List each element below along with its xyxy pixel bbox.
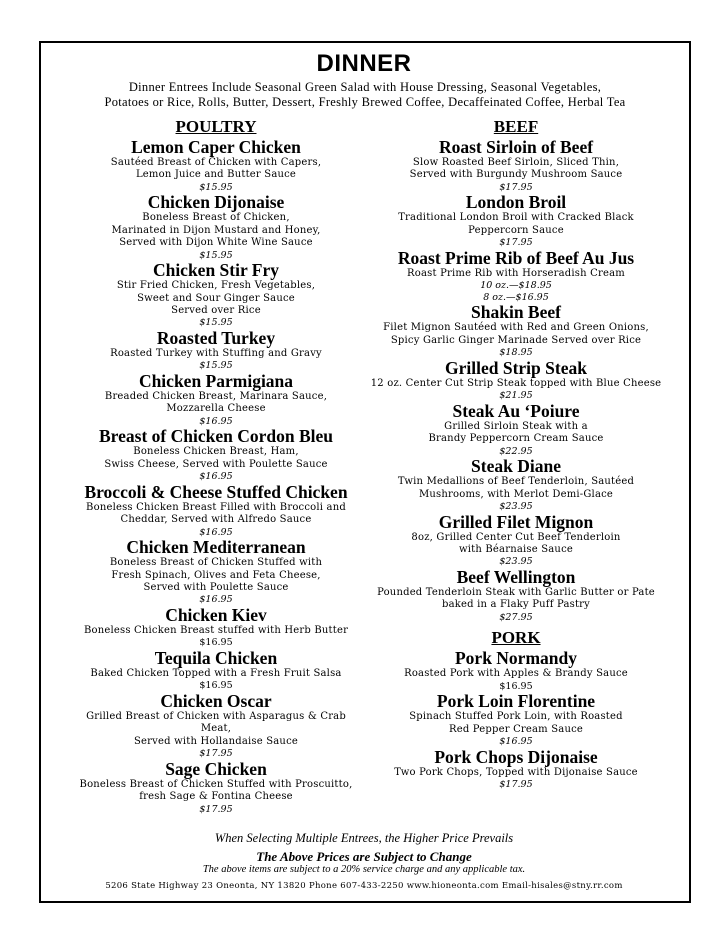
item-name: Chicken Stir Fry [152,260,280,281]
menu-section [368,627,664,790]
item-description: Two Pork Chops, Topped with Dijonaise Sauce [394,766,638,778]
menu-item [70,138,362,193]
item-name: Tequila Chicken [154,648,278,669]
item-description: Served with Dijon White Wine Sauce [119,237,313,249]
item-description: Slow Roasted Beef Sirloin, Sliced Thin, [412,157,620,168]
item-price: $16.95 [199,471,233,483]
item-description: Spicy Garlic Ginger Marinade Served over Rice [390,334,642,346]
item-price: $17.95 [499,181,533,193]
item-name: Broccoli & Cheese Stuffed Chicken [84,481,348,502]
item-description: Boneless Breast of Chicken, [142,212,290,224]
item-price: $17.95 [499,237,533,249]
item-price: $17.95 [499,779,533,791]
item-description: Served with Poulette Sauce [143,582,289,594]
item-description: Fresh Spinach, Olives and Feta Cheese, [111,569,321,581]
item-name: Roast Prime Rib of Beef Au Jus [397,247,635,268]
menu-item [70,606,362,649]
item-description: Boneless Chicken Breast stuffed with Herb Butter [83,625,349,637]
item-name: Pork Loin Florentine [436,691,596,712]
menu-item [70,649,362,692]
item-description: Marinated in Dijon Mustard and Honey, [111,224,321,236]
menu-item [70,372,362,427]
right-column [368,116,664,791]
item-price: $23.95 [499,556,533,568]
item-description: Roasted Pork with Apples & Brandy Sauce [404,668,628,680]
item-name: Steak Au ‘Poiure [452,400,580,421]
menu-item [368,402,664,457]
item-description: Twin Medallions of Beef Tenderloin, Sautéed [397,476,635,488]
item-description: Filet Mignon Sautéed with Red and Green Onions, [383,322,649,334]
item-price: 10 oz.—$18.95 [480,280,552,292]
item-description: Lemon Juice and Butter Sauce [135,169,297,181]
menu-item [70,329,362,372]
menu-item [70,261,362,329]
footer-contact: 5206 State Highway 23 Oneonta, NY 13820 Phone 607-433-2250 www.hioneonta.com Email-hisales@stny.rr.com [105,881,623,891]
menu-item [368,513,664,568]
intro-text [60,80,670,110]
item-price: $16.95 [199,415,233,427]
item-description: Peppercorn Sauce [468,224,564,236]
item-description: Roast Prime Rib with Horseradish Cream [407,267,625,279]
section-heading: PORK [491,628,541,648]
item-description: Grilled Breast of Chicken with Asparagus & Crab Meat, [86,711,346,735]
item-price: $16.95 [199,594,233,606]
left-column [70,116,362,815]
item-price: $21.95 [499,390,533,402]
item-description: Mozzarella Cheese [166,403,266,415]
menu-item [70,193,362,261]
item-price: $15.95 [199,317,233,329]
menu-item [70,427,362,482]
footer-change-note: The Above Prices are Subject to Change [256,849,472,864]
item-description: Grilled Sirloin Steak with a [444,420,588,432]
item-price: $17.95 [199,748,233,760]
item-description: 8oz, Grilled Center Cut Beef Tenderloin [411,531,621,543]
item-name: Pork Normandy [454,648,577,669]
item-name: Chicken Oscar [160,691,272,712]
menu-section [368,116,664,623]
item-price: $17.95 [199,803,233,815]
menu-section [70,116,362,815]
item-name: Chicken Mediterranean [126,537,306,558]
item-name: Pork Chops Dijonaise [434,746,598,767]
item-name: Chicken Dijonaise [147,192,285,213]
page-title: DINNER [316,50,412,77]
item-description: fresh Sage & Fontina Cheese [139,791,293,803]
menu-item [368,303,664,358]
menu-item [368,692,664,747]
menu-item [368,138,664,193]
item-price: $16.95 [199,680,233,692]
intro-line: Potatoes or Rice, Rolls, Butter, Dessert, Freshly Brewed Coffee, Decaffeinated Coffee, Herbal Tea [104,95,626,109]
section-heading: BEEF [493,117,539,136]
item-name: Steak Diane [471,456,561,477]
item-name: Lemon Caper Chicken [131,137,301,157]
menu-item [368,568,664,623]
item-description: with Béarnaise Sauce [458,544,573,556]
item-description: Breaded Chicken Breast, Marinara Sauce, [104,391,328,403]
item-description: Mushrooms, with Merlot Demi-Glace [418,488,614,500]
item-price: $15.95 [199,181,233,193]
menu-item [368,748,664,791]
item-description: Boneless Chicken Breast, Ham, [133,446,299,458]
item-description: Boneless Chicken Breast Filled with Broccoli and [86,501,346,513]
menu-item [70,692,362,760]
footer-service-charge: The above items are subject to a 20% service charge and any applicable tax. [202,864,526,875]
menu-item [368,649,664,692]
item-name: Chicken Kiev [165,605,267,626]
item-description: Cheddar, Served with Alfredo Sauce [120,514,312,526]
item-description: Stir Fried Chicken, Fresh Vegetables, [116,280,316,292]
item-description: Spinach Stuffed Pork Loin, with Roasted [409,711,623,723]
item-price: $16.95 [499,680,533,692]
item-price: $23.95 [499,501,533,513]
item-name: Shakin Beef [471,302,561,323]
item-description: Swiss Cheese, Served with Poulette Sauce [104,458,328,470]
item-description: Pounded Tenderloin Steak with Garlic Butter or Pate [377,587,655,599]
section-heading: POULTRY [175,117,257,136]
item-name: Roast Sirloin of Beef [438,137,594,157]
item-name: Beef Wellington [456,567,576,588]
item-description: Baked Chicken Topped with a Fresh Fruit Salsa [90,668,342,680]
item-price: $16.95 [199,637,233,649]
item-description: Sautéed Breast of Chicken with Capers, [110,157,322,168]
menu-item [368,249,664,304]
menu-item [70,760,362,815]
item-price: $15.95 [199,360,233,372]
item-name: Grilled Filet Mignon [438,511,594,532]
item-description: Boneless Breast of Chicken Stuffed with Proscuitto, [79,778,353,790]
item-price: $22.95 [499,445,533,457]
item-description: Traditional London Broil with Cracked Black [398,212,634,224]
item-description: Served with Burgundy Mushroom Sauce [409,169,623,181]
item-description: 12 oz. Center Cut Strip Steak topped with Blue Cheese [370,377,662,389]
item-price: $16.95 [199,526,233,538]
item-description: Roasted Turkey with Stuffing and Gravy [110,348,322,360]
item-name: Chicken Parmigiana [138,371,294,392]
item-price: $15.95 [199,249,233,261]
item-price: $27.95 [499,611,533,623]
item-name: Roasted Turkey [156,328,276,349]
menu-item [368,457,664,512]
menu-item [70,538,362,606]
item-price: $16.95 [499,736,533,748]
item-description: Boneless Breast of Chicken Stuffed with [109,557,323,569]
item-name: London Broil [465,192,567,213]
item-name: Grilled Strip Steak [445,357,587,378]
item-description: Served with Hollandaise Sauce [134,735,298,747]
item-price: 8 oz.—$16.95 [483,291,549,303]
item-price: $18.95 [499,347,533,359]
menu-item [368,359,664,402]
item-name: Sage Chicken [165,758,267,779]
item-description: Sweet and Sour Ginger Sauce [137,292,295,304]
item-description: baked in a Flaky Puff Pastry [441,599,591,611]
item-name: Breast of Chicken Cordon Bleu [99,426,333,447]
item-description: Brandy Peppercorn Cream Sauce [428,433,604,445]
menu-item [368,193,664,248]
item-description: Red Pepper Cream Sauce [448,723,584,735]
footer-price-note: When Selecting Multiple Entrees, the Higher Price Prevails [214,831,514,845]
item-description: Served over Rice [171,305,261,317]
intro-line: Dinner Entrees Include Seasonal Green Salad with House Dressing, Seasonal Vegetables, [128,80,602,94]
menu-item [70,483,362,538]
